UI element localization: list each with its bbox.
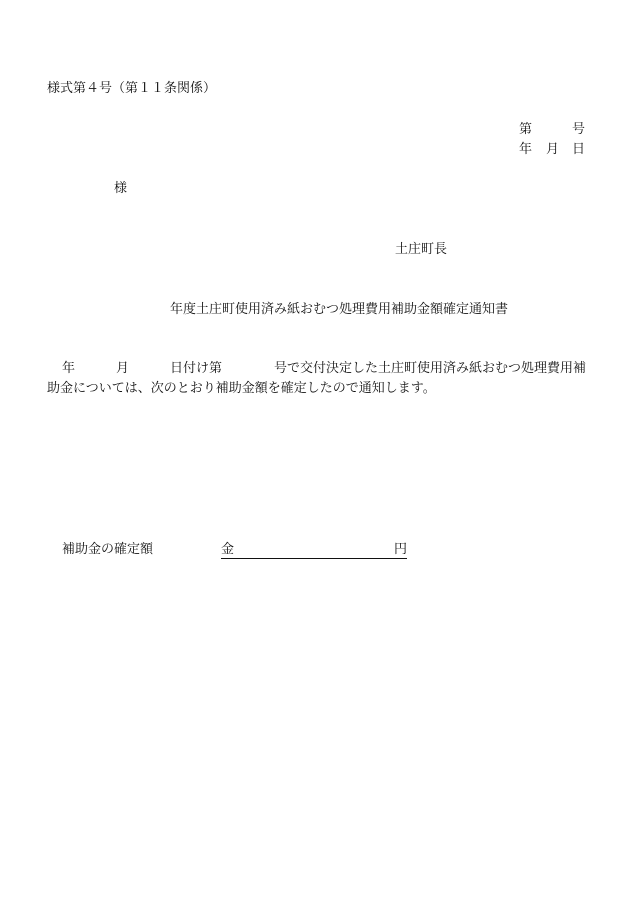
date-month-label: 月 bbox=[546, 142, 560, 157]
body-dated-label: 日付け第 bbox=[170, 361, 223, 376]
amount-prefix: 金 bbox=[221, 542, 235, 557]
date-year-label: 年 bbox=[519, 142, 533, 157]
amount-label: 補助金の確定額 bbox=[62, 542, 154, 557]
addressee-honorific: 様 bbox=[114, 181, 128, 196]
document-title: 年度土庄町使用済み紙おむつ処理費用補助金額確定通知書 bbox=[170, 302, 509, 317]
issuer-name: 土庄町長 bbox=[395, 242, 448, 257]
document-number-suffix: 号 bbox=[572, 122, 586, 137]
body-line-1-text: 号で交付決定した土庄町使用済み紙おむつ処理費用補 bbox=[274, 361, 587, 376]
date-day-label: 日 bbox=[572, 142, 586, 157]
body-year-label: 年 bbox=[62, 361, 76, 376]
body-month-label: 月 bbox=[116, 361, 130, 376]
body-line-2: 助金については、次のとおり補助金額を確定したので通知します。 bbox=[47, 381, 436, 396]
amount-currency: 円 bbox=[393, 542, 407, 557]
amount-field bbox=[221, 542, 407, 559]
document-number-label: 第 bbox=[519, 122, 533, 137]
form-number: 様式第４号（第１１条関係） bbox=[47, 81, 217, 96]
